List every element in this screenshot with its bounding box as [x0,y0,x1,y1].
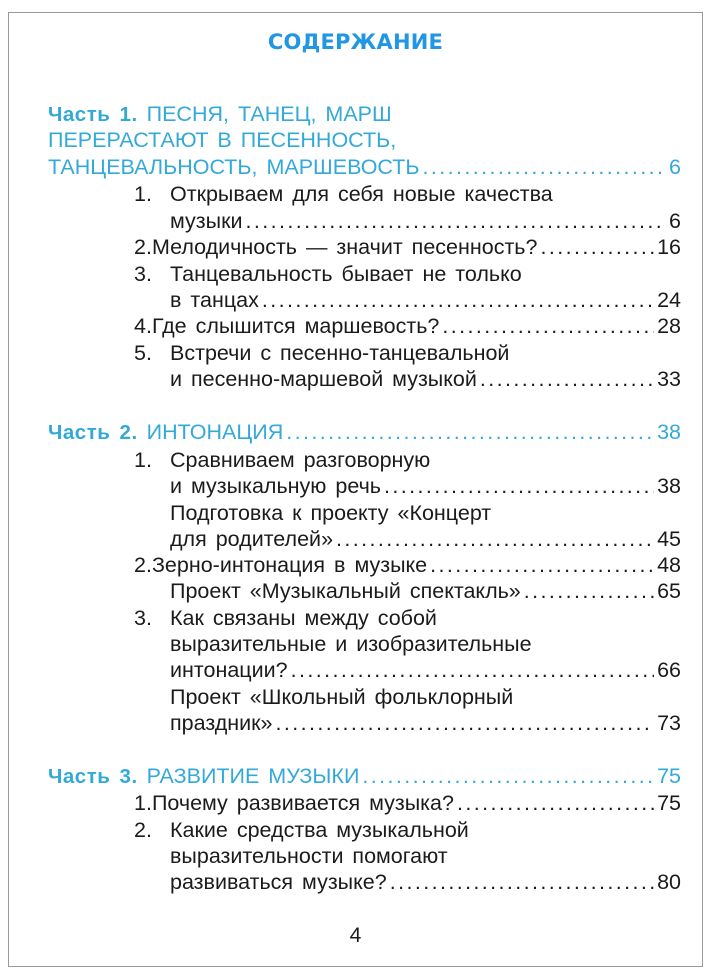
entry-page: 38 [657,474,681,498]
entry-page: 24 [657,288,681,312]
toc-entry-2-project-1-cont [170,526,681,552]
entry-title-line: развиваться музыке? [170,870,387,894]
entry-page: 28 [657,314,681,338]
entry-title-line: в танцах [170,288,259,312]
toc-entry-2-3 [134,605,681,631]
entry-number: 1. [134,791,152,815]
entry-title-line: праздник» [170,711,273,735]
part-1-title-text-1: ПЕСНЯ, ТАНЕЦ, МАРШ [146,102,392,126]
toc-entry-3-2-cont-1 [170,843,681,869]
part-2-title-line-1 [48,419,681,445]
entry-title-line: Подготовка к проекту «Концерт [170,501,492,525]
entry-title-line: Почему развивается музыка? [151,791,454,815]
toc-entry-2-1 [134,447,681,473]
entry-title-line: Проект «Школьный фольклорный [170,685,514,709]
toc-entry-1-3 [134,261,681,287]
entry-page: 80 [657,870,681,894]
entry-title-line: Как связаны между собой [170,606,437,630]
entry-page: 66 [657,658,681,682]
entry-number: 3. [134,262,152,286]
entry-number: 2. [134,553,152,577]
dot-leader [540,234,654,260]
part-1-title-line-3 [48,154,681,180]
page-number: 4 [349,924,362,947]
entry-number: 3. [134,606,152,630]
toc-entry-2-project-3-cont [170,710,681,736]
entry-title-line: музыки [170,209,243,233]
entry-page: 16 [657,235,681,259]
entry-title-line: интонации? [170,658,288,682]
entry-title-line: Открываем для себя новые качества [170,182,553,206]
toc-entry-2-project-3 [170,684,681,710]
part-1-title-text-3: ТАНЦЕВАЛЬНОСТЬ, МАРШЕВОСТЬ [48,155,420,179]
toc-entry-2-2 [134,552,681,578]
toc-entry-3-1 [134,790,681,816]
dot-leader [480,366,654,392]
part-1-title-line-1 [48,101,681,127]
part-2-label: Часть 2. [48,421,138,444]
entry-number: 4. [134,314,152,338]
toc-entry-2-1-cont [170,473,681,499]
entry-title-line: Мелодичность — значит песенность? [151,235,538,259]
part-2-page: 38 [657,420,681,444]
dot-leader [262,287,654,313]
toc-entry-3-2-cont-2 [170,869,681,895]
toc-entry-2-project-1 [170,500,681,526]
dot-leader [442,313,654,339]
toc-entry-1-2 [134,234,681,260]
dot-leader [457,790,654,816]
entry-title-line: для родителей» [170,527,334,551]
entry-number: 1. [134,448,152,472]
entry-title-line: выразительные и изобразительные [170,632,532,656]
entry-number: 2. [134,235,152,259]
entry-page: 48 [657,553,681,577]
entry-title-line: и песенно-маршевой музыкой [170,367,477,391]
entry-page: 45 [657,527,681,551]
part-1-page: 6 [669,155,681,179]
toc-entry-1-3-cont [170,287,681,313]
part-1-title-line-2 [48,127,681,153]
entry-title-line: Сравниваем разговорную [170,448,431,472]
toc-entry-1-4 [134,313,681,339]
part-3-page: 75 [657,764,681,788]
part-1-title-text-2: ПЕРЕРАСТАЮТ В ПЕСЕННОСТЬ, [48,128,397,152]
entry-page: 6 [669,209,681,233]
toc-entry-3-2 [134,817,681,843]
entry-number: 1. [134,182,152,206]
entry-title-line: и музыкальную речь [170,474,381,498]
part-3-title-text-1: РАЗВИТИЕ МУЗЫКИ [146,764,360,788]
entry-title-line: Где слышится маршевость? [151,314,440,338]
dot-leader [286,419,654,445]
dot-leader [246,208,667,234]
entry-page: 65 [657,579,681,603]
entry-title-line: Проект «Музыкальный спектакль» [170,579,521,603]
part-3-title-line-1 [48,763,681,789]
part-1-label: Часть 1. [48,103,138,126]
entry-title-line: Какие средства музыкальной [170,818,469,842]
entry-title-line: Танцевальность бывает не только [170,262,522,286]
dot-leader [384,473,654,499]
entry-page: 33 [657,367,681,391]
entry-title-line: выразительности помогают [170,844,448,868]
entry-page: 75 [657,791,681,815]
entry-number: 2. [134,818,152,842]
page-title: СОДЕРЖАНИЕ [267,30,444,54]
toc-entry-2-3-cont-1 [170,631,681,657]
dot-leader [524,578,654,604]
toc-entry-1-1-cont [170,208,681,234]
dot-leader [422,154,666,180]
dot-leader [336,526,654,552]
dot-leader [390,869,654,895]
dot-leader [276,710,655,736]
toc-entry-1-5-cont [170,366,681,392]
dot-leader [430,552,654,578]
toc-entry-1-1 [134,181,681,207]
toc-entry-1-5 [134,340,681,366]
entry-title-line: Зерно-интонация в музыке [151,553,428,577]
toc-entry-2-3-cont-2 [170,657,681,683]
entry-page: 73 [657,711,681,735]
dot-leader [362,763,654,789]
dot-leader [291,657,655,683]
toc-entry-2-project-2 [170,578,681,604]
entry-number: 5. [134,341,152,365]
entry-title-line: Встречи с песенно-танцевальной [170,341,510,365]
part-3-label: Часть 3. [48,765,138,788]
part-2-title-text-1: ИНТОНАЦИЯ [146,420,284,444]
